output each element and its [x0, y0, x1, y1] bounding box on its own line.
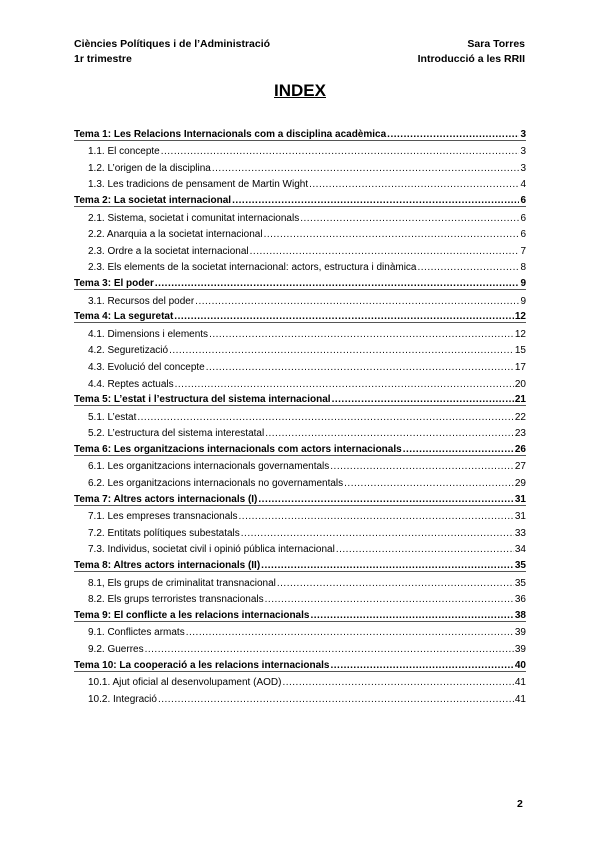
header-subject: Introducció a les RRII — [417, 53, 525, 65]
toc-subentry[interactable] — [74, 356, 526, 373]
header-author: Sara Torres — [467, 38, 525, 50]
toc-entry-label: Tema 3: El poder — [74, 277, 154, 289]
toc-entry-page: 20 — [514, 378, 526, 390]
toc-entry-page: 22 — [514, 411, 526, 423]
toc-entry-page: 41 — [514, 693, 526, 705]
toc-entry-page: 29 — [514, 478, 526, 490]
toc-subentry[interactable] — [74, 373, 526, 390]
toc-leader-dots — [186, 627, 514, 638]
toc-entry-page: 6 — [520, 212, 526, 224]
toc-entry-label: Tema 9: El conflicte a les relacions internacionals — [74, 609, 310, 621]
toc-entry-label: Tema 10: La cooperació a les relacions internacionals — [74, 659, 330, 671]
toc-leader-dots — [174, 311, 514, 322]
toc-entry-page: 17 — [514, 361, 526, 373]
toc-leader-dots — [344, 478, 514, 489]
toc-entry-label: Tema 4: La seguretat — [74, 311, 174, 323]
toc-leader-dots — [137, 412, 514, 423]
toc-entry-label: 3.1. Recursos del poder — [88, 295, 195, 307]
toc-leader-dots — [158, 694, 514, 705]
toc-subentry[interactable] — [74, 174, 526, 191]
toc-entry-page: 12 — [514, 328, 526, 340]
toc-entry-page: 36 — [514, 594, 526, 606]
toc-entry-page: 26 — [514, 443, 526, 455]
toc-entry-page: 41 — [514, 677, 526, 689]
toc-entry-label: 10.1. Ajut oficial al desenvolupament (AOD) — [88, 677, 282, 689]
toc-subentry[interactable] — [74, 672, 526, 689]
toc-theme-entry[interactable] — [74, 439, 526, 456]
toc-entry-page: 9 — [520, 295, 526, 307]
toc-leader-dots — [261, 560, 514, 571]
toc-leader-dots — [161, 146, 520, 157]
toc-leader-dots — [264, 229, 520, 240]
toc-subentry[interactable] — [74, 323, 526, 340]
toc-subentry[interactable] — [74, 240, 526, 257]
toc-entry-label: 5.2. L’estructura del sistema interestatal — [88, 428, 265, 440]
toc-subentry[interactable] — [74, 472, 526, 489]
toc-leader-dots — [330, 660, 513, 671]
toc-leader-dots — [310, 610, 513, 621]
toc-entry-label: 7.1. Les empreses transnacionals — [88, 511, 238, 523]
toc-leader-dots — [250, 246, 520, 257]
toc-entry-page: 3 — [520, 146, 526, 158]
toc-entry-page: 3 — [520, 162, 526, 174]
toc-entry-label: 2.3. Els elements de la societat internacional: actors, estructura i dinàmica — [88, 262, 417, 274]
toc-entry-label: 4.4. Reptes actuals — [88, 378, 174, 390]
toc-entry-page: 12 — [514, 311, 526, 323]
toc-leader-dots — [209, 329, 514, 340]
toc-entry-page: 15 — [514, 345, 526, 357]
toc-entry-label: 4.2. Seguretizació — [88, 345, 169, 357]
toc-subentry[interactable] — [74, 157, 526, 174]
toc-entry-label: 4.1. Dimensions i elements — [88, 328, 209, 340]
toc-leader-dots — [241, 528, 514, 539]
toc-entry-label: 1.2. L’origen de la disciplina — [88, 162, 211, 174]
toc-entry-page: 39 — [514, 644, 526, 655]
toc-leader-dots — [212, 163, 520, 174]
toc-leader-dots — [418, 262, 520, 273]
toc-theme-entry[interactable] — [74, 489, 526, 506]
toc-subentry[interactable] — [74, 290, 526, 307]
toc-leader-dots — [169, 345, 514, 356]
page-number: 2 — [517, 798, 523, 810]
toc-theme-entry[interactable] — [74, 190, 526, 207]
toc-leader-dots — [145, 644, 514, 655]
toc-subentry[interactable] — [74, 423, 526, 440]
toc-subentry[interactable] — [74, 589, 526, 606]
toc-theme-entry[interactable] — [74, 605, 526, 622]
toc-subentry[interactable] — [74, 572, 526, 589]
toc-entry-label: 2.2. Anarquia a la societat internacional — [88, 229, 263, 241]
toc-subentry[interactable] — [74, 224, 526, 241]
toc-entry-page: 7 — [520, 245, 526, 257]
toc-entry-page: 6 — [520, 229, 526, 241]
toc-entry-label: 10.2. Integració — [88, 693, 157, 705]
toc-leader-dots — [387, 129, 519, 140]
toc-leader-dots — [239, 511, 514, 522]
toc-leader-dots — [265, 428, 514, 439]
toc-theme-entry[interactable] — [74, 555, 526, 572]
toc-entry-label: 7.2. Entitats polítiques subestatals — [88, 527, 240, 539]
toc-subentry[interactable] — [74, 688, 526, 705]
toc-theme-entry[interactable] — [74, 124, 526, 141]
toc-subentry[interactable] — [74, 207, 526, 224]
toc-entry-page: 3 — [520, 128, 526, 140]
toc-entry-label: 7.3. Individus, societat civil i opinió pública internacional — [88, 544, 335, 556]
toc-entry-label: 1.3. Les tradicions de pensament de Martin Wight — [88, 179, 309, 191]
toc-entry-label: 6.2. Les organitzacions internacionals no governamentals — [88, 478, 344, 490]
toc-subentry[interactable] — [74, 506, 526, 523]
toc-entry-page: 8 — [520, 262, 526, 274]
toc-entry-label: Tema 8: Altres actors internacionals (II) — [74, 560, 261, 572]
header-term: 1r trimestre — [74, 53, 132, 65]
toc-subentry[interactable] — [74, 141, 526, 158]
table-of-contents — [74, 124, 526, 705]
toc-entry-page: 38 — [514, 609, 526, 621]
header-course: Ciències Polítiques i de l’Administració — [74, 38, 271, 50]
toc-entry-page: 40 — [514, 659, 526, 671]
toc-entry-label: 2.1. Sistema, societat i comunitat internacionals — [88, 212, 300, 224]
toc-entry-page: 31 — [514, 493, 526, 505]
toc-entry-label: Tema 2: La societat internacional — [74, 194, 232, 206]
toc-subentry[interactable] — [74, 456, 526, 473]
toc-leader-dots — [195, 296, 519, 307]
page-title: INDEX — [274, 81, 326, 100]
toc-entry-label: 9.1. Conflictes armats — [88, 627, 185, 639]
toc-leader-dots — [206, 362, 514, 373]
toc-leader-dots — [336, 544, 514, 555]
toc-entry-page: 21 — [514, 394, 526, 406]
toc-entry-page: 9 — [520, 277, 526, 289]
toc-entry-label: 5.1. L’estat — [88, 411, 137, 423]
toc-leader-dots — [232, 195, 519, 206]
toc-entry-label: 8.1, Els grups de criminalitat transnacional — [88, 577, 276, 589]
toc-leader-dots — [403, 444, 514, 455]
toc-leader-dots — [282, 677, 513, 688]
toc-subentry[interactable] — [74, 257, 526, 274]
toc-theme-entry[interactable] — [74, 273, 526, 290]
toc-entry-label: Tema 7: Altres actors internacionals (I) — [74, 493, 258, 505]
toc-subentry[interactable] — [74, 340, 526, 357]
toc-leader-dots — [330, 461, 514, 472]
toc-entry-label: 9.2. Guerres — [88, 644, 144, 655]
toc-entry-page: 39 — [514, 627, 526, 639]
toc-subentry[interactable] — [74, 406, 526, 423]
toc-entry-page: 4 — [520, 179, 526, 191]
toc-leader-dots — [332, 394, 514, 405]
toc-entry-label: Tema 5: L’estat i l’estructura del sistema internacional — [74, 394, 331, 406]
toc-leader-dots — [300, 213, 519, 224]
toc-entry-page: 35 — [514, 577, 526, 589]
toc-entry-page: 34 — [514, 544, 526, 556]
toc-entry-label: 6.1. Les organitzacions internacionals governamentals — [88, 461, 330, 473]
toc-entry-label: 8.2. Els grups terroristes transnacionals — [88, 594, 264, 606]
toc-entry-page: 31 — [514, 511, 526, 523]
toc-entry-page: 6 — [520, 194, 526, 206]
toc-theme-entry[interactable] — [74, 390, 526, 407]
toc-leader-dots — [277, 578, 514, 589]
toc-leader-dots — [175, 379, 514, 390]
toc-entry-page: 23 — [514, 428, 526, 440]
toc-entry-page: 27 — [514, 461, 526, 473]
toc-subentry[interactable] — [74, 522, 526, 539]
toc-entry-label: Tema 1: Les Relacions Internacionals com a disciplina acadèmica — [74, 128, 387, 140]
toc-leader-dots — [155, 278, 520, 289]
toc-subentry[interactable] — [74, 622, 526, 639]
toc-leader-dots — [258, 494, 513, 505]
toc-entry-label: 1.1. El concepte — [88, 146, 160, 158]
toc-theme-entry[interactable] — [74, 307, 526, 324]
toc-leader-dots — [265, 594, 514, 605]
toc-entry-label: Tema 6: Les organitzacions internacionals com actors internacionals — [74, 443, 402, 455]
toc-entry-label: 2.3. Ordre a la societat internacional — [88, 245, 249, 257]
toc-entry-label: 4.3. Evolució del concepte — [88, 361, 205, 373]
toc-leader-dots — [309, 179, 519, 190]
toc-entry-page: 33 — [514, 527, 526, 539]
toc-subentry[interactable] — [74, 638, 526, 655]
toc-theme-entry[interactable] — [74, 655, 526, 672]
page-header — [74, 37, 525, 67]
toc-subentry[interactable] — [74, 539, 526, 556]
toc-entry-page: 35 — [514, 560, 526, 572]
